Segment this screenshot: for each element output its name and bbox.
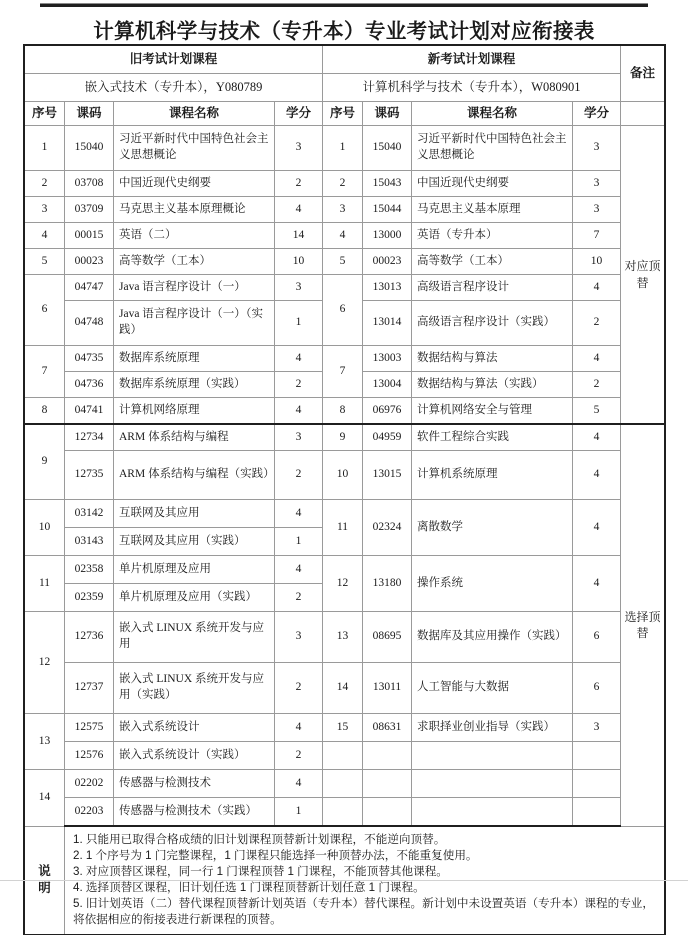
old-credit: 1: [275, 301, 323, 346]
old-name: 数据库系统原理: [114, 346, 275, 372]
old-seq: 1: [25, 126, 65, 171]
new-name-empty: [412, 742, 573, 770]
old-code: 12737: [65, 663, 114, 714]
new-code-empty: [363, 798, 412, 827]
new-code: 15043: [363, 171, 412, 197]
old-seq: 12: [25, 612, 65, 714]
old-name: ARM 体系结构与编程: [114, 424, 275, 451]
new-seq: 11: [323, 500, 363, 556]
plan-subtitle-new: 计算机科学与技术（专升本），W080901: [323, 74, 621, 102]
old-name: 数据库系统原理（实践）: [114, 372, 275, 398]
new-code: 08631: [363, 714, 412, 742]
new-seq: 15: [323, 714, 363, 742]
old-credit: 1: [275, 528, 323, 556]
column-header-old-credit: 学分: [275, 102, 323, 126]
new-code: 13000: [363, 223, 412, 249]
remark-selective: [621, 424, 665, 826]
new-code: 13015: [363, 451, 412, 500]
old-name: 单片机原理及应用（实践）: [114, 584, 275, 612]
remark-selective-line1: 选择顶替: [624, 609, 661, 641]
old-credit: 2: [275, 372, 323, 398]
old-credit: 3: [275, 126, 323, 171]
group-header-row: [25, 46, 665, 74]
table-row: [25, 126, 665, 171]
table-row: [25, 500, 665, 528]
new-credit: 2: [573, 372, 621, 398]
new-credit: 3: [573, 126, 621, 171]
old-seq: 10: [25, 500, 65, 556]
remark-header-spacer: [621, 102, 665, 126]
old-name: 习近平新时代中国特色社会主义思想概论: [114, 126, 275, 171]
new-credit-empty: [573, 798, 621, 827]
new-credit: 7: [573, 223, 621, 249]
new-credit: 4: [573, 451, 621, 500]
column-header-old-code: 课码: [65, 102, 114, 126]
old-code: 00015: [65, 223, 114, 249]
new-name: 中国近现代史纲要: [412, 171, 573, 197]
new-seq: 9: [323, 424, 363, 451]
table-row: [25, 770, 665, 798]
new-name-empty: [412, 798, 573, 827]
old-credit: 2: [275, 742, 323, 770]
new-name: 求职择业创业指导（实践）: [412, 714, 573, 742]
column-header-old-seq: 序号: [25, 102, 65, 126]
old-code: 12734: [65, 424, 114, 451]
old-code: 04736: [65, 372, 114, 398]
old-name: 传感器与检测技术: [114, 770, 275, 798]
table-row: [25, 346, 665, 372]
old-name: Java 语言程序设计（一）: [114, 275, 275, 301]
new-seq-empty: [323, 798, 363, 827]
old-name: 马克思主义基本原理概论: [114, 197, 275, 223]
new-seq: 3: [323, 197, 363, 223]
new-code: 13014: [363, 301, 412, 346]
old-credit: 4: [275, 197, 323, 223]
new-name: 操作系统: [412, 556, 573, 612]
new-seq: 8: [323, 398, 363, 425]
old-credit: 2: [275, 171, 323, 197]
note-item: 5. 旧计划英语（二）替代课程顶替新计划英语（专升本）替代课程。新计划中未设置英语（专升本）课程的专业，将依据相应的衔接表进行新课程的顶替。: [73, 896, 654, 926]
table-row: [25, 275, 665, 301]
old-code: 03709: [65, 197, 114, 223]
new-name: 人工智能与大数据: [412, 663, 573, 714]
note-item: 2. 1 个序号为 1 门完整课程，1 门课程只能选择一种顶替办法，不能重复使用。: [73, 848, 478, 862]
old-seq: 8: [25, 398, 65, 425]
old-name: 嵌入式 LINUX 系统开发与应用（实践）: [114, 663, 275, 714]
new-seq: 7: [323, 346, 363, 398]
new-seq: 14: [323, 663, 363, 714]
old-name: 嵌入式系统设计（实践）: [114, 742, 275, 770]
new-credit: 10: [573, 249, 621, 275]
old-credit: 2: [275, 584, 323, 612]
column-header-row: [25, 102, 665, 126]
old-code: 15040: [65, 126, 114, 171]
old-credit: 4: [275, 500, 323, 528]
old-name: 嵌入式 LINUX 系统开发与应用: [114, 612, 275, 663]
new-credit: 3: [573, 171, 621, 197]
new-name: 习近平新时代中国特色社会主义思想概论: [412, 126, 573, 171]
notes-label-line1: 说: [38, 863, 51, 878]
column-header-new-credit: 学分: [573, 102, 621, 126]
new-credit: 5: [573, 398, 621, 425]
old-credit: 4: [275, 556, 323, 584]
group-header-new-plan: 新考试计划课程: [323, 46, 621, 74]
old-name: ARM 体系结构与编程（实践）: [114, 451, 275, 500]
new-seq: 12: [323, 556, 363, 612]
course-articulation-table: [24, 45, 665, 935]
table-row: [25, 451, 665, 500]
old-credit: 4: [275, 346, 323, 372]
new-credit: 4: [573, 556, 621, 612]
new-seq: 4: [323, 223, 363, 249]
new-credit-empty: [573, 770, 621, 798]
new-code: 13004: [363, 372, 412, 398]
note-item: 4. 选择顶替区课程，旧计划任选 1 门课程顶替新计划任意 1 门课程。: [73, 880, 425, 894]
old-seq: 7: [25, 346, 65, 398]
new-code: 13011: [363, 663, 412, 714]
old-credit: 10: [275, 249, 323, 275]
old-code: 12575: [65, 714, 114, 742]
old-seq: 9: [25, 424, 65, 500]
old-credit: 2: [275, 451, 323, 500]
old-name: 互联网及其应用: [114, 500, 275, 528]
new-name: 高等数学（工本）: [412, 249, 573, 275]
old-name: 高等数学（工本）: [114, 249, 275, 275]
old-seq: 2: [25, 171, 65, 197]
old-credit: 4: [275, 714, 323, 742]
new-credit: 4: [573, 275, 621, 301]
new-code: 02324: [363, 500, 412, 556]
page-title: 计算机科学与技术（专升本）专业考试计划对应衔接表: [93, 21, 595, 43]
old-code: 02203: [65, 798, 114, 827]
old-seq: 4: [25, 223, 65, 249]
new-code: 15044: [363, 197, 412, 223]
new-seq-empty: [323, 742, 363, 770]
old-seq: 3: [25, 197, 65, 223]
old-code: 03142: [65, 500, 114, 528]
old-seq: 6: [25, 275, 65, 346]
column-header-new-code: 课码: [363, 102, 412, 126]
new-name: 计算机网络安全与管理: [412, 398, 573, 425]
new-code: 04959: [363, 424, 412, 451]
new-name: 数据库及其应用操作（实践）: [412, 612, 573, 663]
old-code: 12735: [65, 451, 114, 500]
bottom-rule: [0, 880, 688, 881]
new-name: 高级语言程序设计: [412, 275, 573, 301]
new-credit: 3: [573, 197, 621, 223]
old-name: 计算机网络原理: [114, 398, 275, 425]
new-name: 计算机系统原理: [412, 451, 573, 500]
column-header-new-seq: 序号: [323, 102, 363, 126]
old-name: 英语（二）: [114, 223, 275, 249]
table-row: [25, 171, 665, 197]
new-code: 15040: [363, 126, 412, 171]
old-credit: 3: [275, 275, 323, 301]
column-header-new-name: 课程名称: [412, 102, 573, 126]
note-item: 3. 对应顶替区课程，同一行 1 门课程顶替 1 门课程，不能顶替其他课程。: [73, 864, 448, 878]
remark-corresponding: [621, 126, 665, 425]
old-code: 12576: [65, 742, 114, 770]
column-header-remark: 备注: [621, 46, 665, 102]
table-row: [25, 714, 665, 742]
old-seq: 13: [25, 714, 65, 770]
old-code: 12736: [65, 612, 114, 663]
table-row: [25, 798, 665, 827]
note-item: 1. 只能用已取得合格成绩的旧计划课程顶替新计划课程，不能逆向顶替。: [73, 833, 446, 846]
new-code: 08695: [363, 612, 412, 663]
new-seq: 2: [323, 171, 363, 197]
old-code: 04735: [65, 346, 114, 372]
new-code: 13003: [363, 346, 412, 372]
old-code: 04748: [65, 301, 114, 346]
plan-subtitle-old: 嵌入式技术（专升本），Y080789: [25, 74, 323, 102]
new-name: 马克思主义基本原理: [412, 197, 573, 223]
new-credit: 6: [573, 612, 621, 663]
new-credit: 3: [573, 714, 621, 742]
new-credit: 4: [573, 424, 621, 451]
new-credit-empty: [573, 742, 621, 770]
old-code: 00023: [65, 249, 114, 275]
new-name: 英语（专升本）: [412, 223, 573, 249]
old-name: 嵌入式系统设计: [114, 714, 275, 742]
old-name: 中国近现代史纲要: [114, 171, 275, 197]
old-code: 04741: [65, 398, 114, 425]
old-credit: 2: [275, 663, 323, 714]
new-credit: 4: [573, 500, 621, 556]
table-row: [25, 223, 665, 249]
old-seq: 14: [25, 770, 65, 827]
new-name: 高级语言程序设计（实践）: [412, 301, 573, 346]
new-name-empty: [412, 770, 573, 798]
old-name: 互联网及其应用（实践）: [114, 528, 275, 556]
old-credit: 1: [275, 798, 323, 827]
old-name: 传感器与检测技术（实践）: [114, 798, 275, 827]
new-code-empty: [363, 770, 412, 798]
new-name: 软件工程综合实践: [412, 424, 573, 451]
new-seq-empty: [323, 770, 363, 798]
table-row: [25, 612, 665, 663]
new-code-empty: [363, 742, 412, 770]
new-credit: 6: [573, 663, 621, 714]
new-code: 06976: [363, 398, 412, 425]
new-name: 离散数学: [412, 500, 573, 556]
group-header-old-plan: 旧考试计划课程: [25, 46, 323, 74]
old-credit: 3: [275, 424, 323, 451]
new-name: 数据结构与算法（实践）: [412, 372, 573, 398]
new-seq: 6: [323, 275, 363, 346]
old-code: 03143: [65, 528, 114, 556]
new-name: 数据结构与算法: [412, 346, 573, 372]
new-seq: 5: [323, 249, 363, 275]
old-name: Java 语言程序设计（一）（实践）: [114, 301, 275, 346]
old-credit: 4: [275, 770, 323, 798]
old-code: 03708: [65, 171, 114, 197]
table-row: [25, 742, 665, 770]
old-credit: 4: [275, 398, 323, 425]
old-code: 02202: [65, 770, 114, 798]
table-row: [25, 424, 665, 451]
new-seq: 10: [323, 451, 363, 500]
remark-corresponding-line1: 对应顶替: [624, 258, 661, 290]
table-row: [25, 556, 665, 584]
old-seq: 11: [25, 556, 65, 612]
new-seq: 13: [323, 612, 363, 663]
plan-subtitle-row: [25, 74, 665, 102]
notes-label-line2: 明: [38, 881, 51, 896]
old-credit: 14: [275, 223, 323, 249]
old-seq: 5: [25, 249, 65, 275]
column-header-old-name: 课程名称: [114, 102, 275, 126]
old-credit: 3: [275, 612, 323, 663]
old-code: 04747: [65, 275, 114, 301]
new-code: 00023: [363, 249, 412, 275]
new-code: 13180: [363, 556, 412, 612]
table-row: [25, 249, 665, 275]
table-row: [25, 197, 665, 223]
table-row: [25, 398, 665, 425]
new-code: 13013: [363, 275, 412, 301]
new-seq: 1: [323, 126, 363, 171]
new-credit: 2: [573, 301, 621, 346]
old-code: 02359: [65, 584, 114, 612]
new-credit: 4: [573, 346, 621, 372]
old-code: 02358: [65, 556, 114, 584]
old-name: 单片机原理及应用: [114, 556, 275, 584]
table-row: [25, 663, 665, 714]
